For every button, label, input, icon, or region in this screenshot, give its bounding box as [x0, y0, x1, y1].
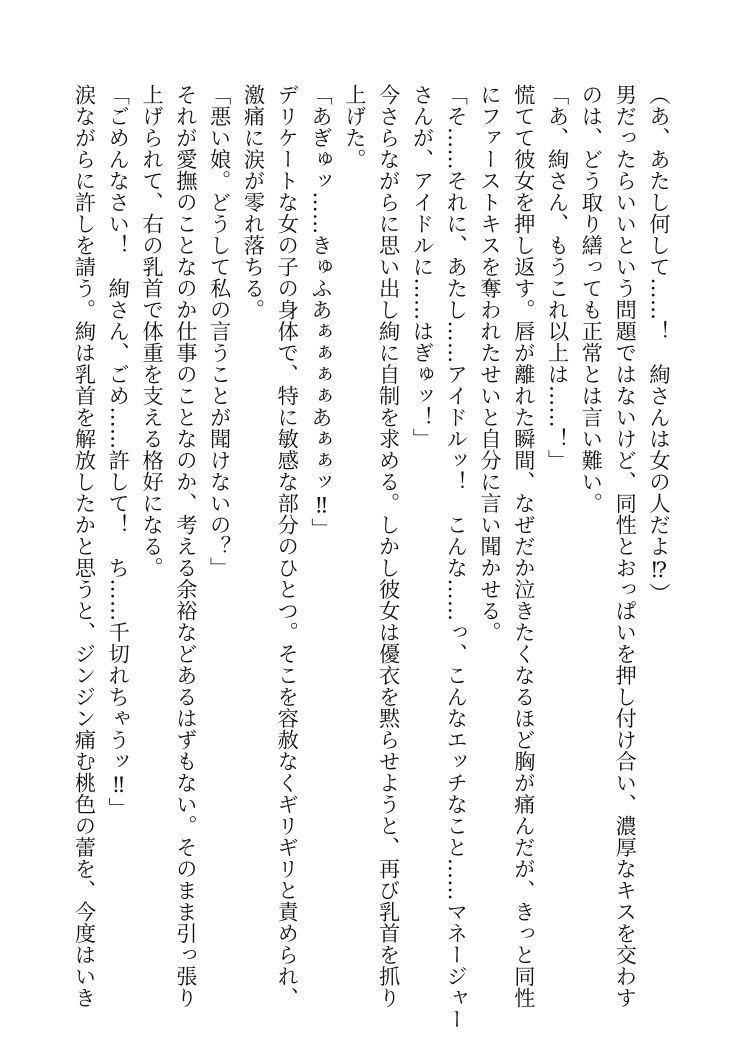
text-line: 上げた。 [342, 84, 368, 170]
text-line: 「あぎゅッ……きゅふあぁぁぁぁあぁぁッ‼」 [309, 84, 335, 540]
text-line: 激痛に涙が零れ落ちる。 [241, 84, 267, 321]
vertical-text-body [72, 84, 676, 1030]
text-line: 「ごめんなさい！ 絢さん、ごめ……許して！ ち……千切れちゃうッ‼」 [106, 84, 132, 819]
text-line: 「そ……それに、あたし……アイドルッ！ こんな……っ、こんなエッチなこと……マネージャー [444, 84, 470, 1030]
text-line: デリケートな女の子の身体で、特に敏感な部分のひとつ。そこを容赦なくギリギリと責められ、 [275, 84, 301, 1009]
text-line: 涙ながらに許しを請う。絢は乳首を解放したかと思うと、ジンジン痛む桃色の蕾を、今度はいき [72, 84, 98, 1009]
text-line: 「あ、絢さん、もうこれ以上は……！」 [545, 84, 571, 471]
text-line: さんが、アイドルに……はぎゅッ！」 [410, 84, 436, 450]
text-line: 男だったらいいという問題ではないけど、同性とおっぱいを押し付け合い、濃厚なキスを交わす [613, 84, 639, 1009]
text-line: 「悪い娘。どうして私の言うことが聞けないの？」 [207, 84, 233, 579]
text-line: 今さらながらに思い出し絢に自制を求める。しかし彼女は優衣を黙らせようと、再び乳首を抓り [376, 84, 402, 1009]
text-line: それが愛撫のことなのか仕事のことなのか、考える余裕などあるはずもない。そのまま引っ張り [173, 84, 199, 1009]
text-line: （あ、あたし何して……！ 絢さんは女の人だよ⁉） [647, 84, 672, 604]
text-line: のは、どう取り繕っても正常とは言い難い。 [579, 84, 605, 514]
text-line: にファーストキスを奪われたせいと自分に言い聞かせる。 [478, 84, 504, 643]
text-line: 上げられて、右の乳首で体重を支える格好になる。 [140, 84, 166, 579]
text-line: 慌てて彼女を押し返す。唇が離れた瞬間、なぜだか泣きたくなるほど胸が痛んだが、きっと同性 [511, 84, 537, 1009]
